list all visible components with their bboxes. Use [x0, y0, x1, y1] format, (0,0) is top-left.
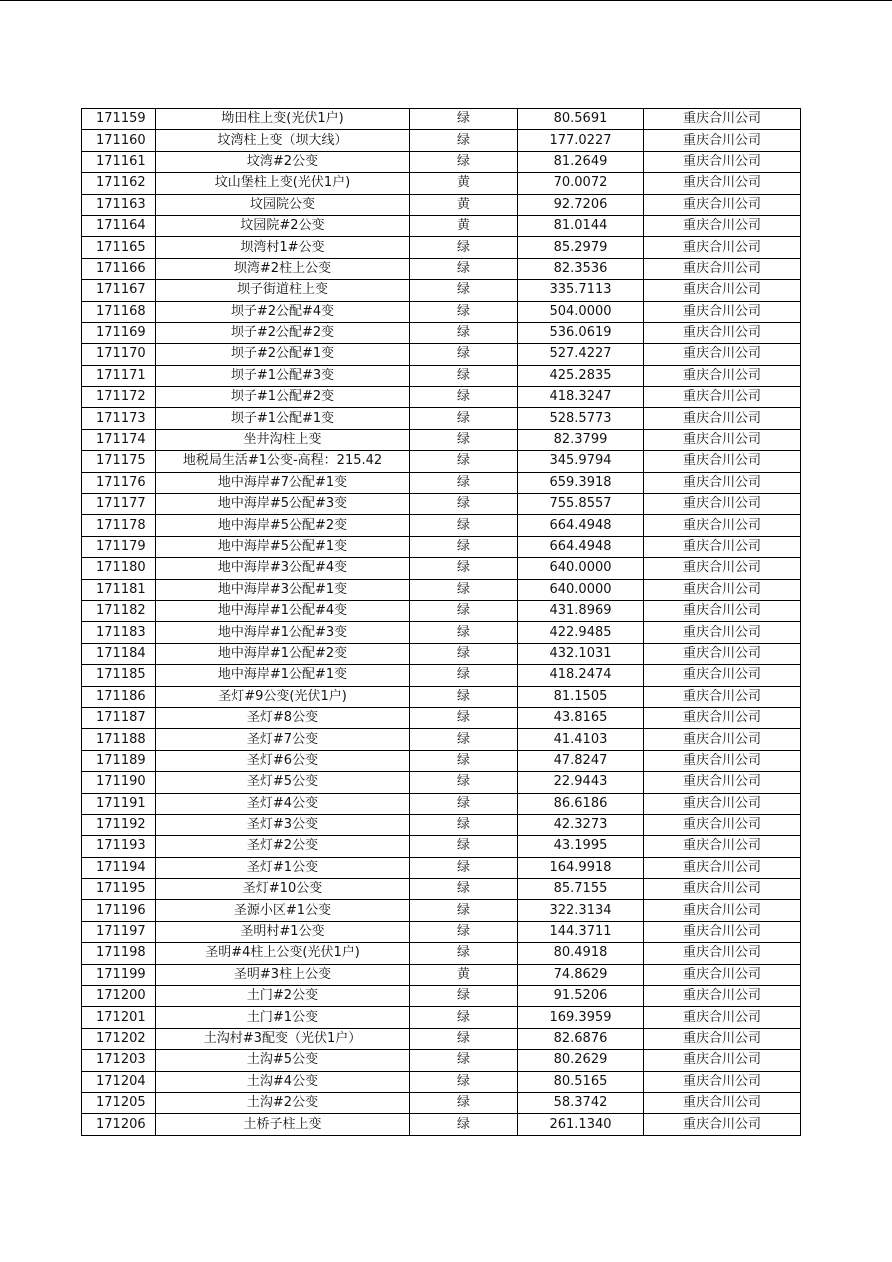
table-row	[82, 451, 801, 472]
company-cell: 重庆合川公司	[644, 900, 801, 921]
name-cell: 坟园院公变	[156, 194, 410, 215]
value-cell: 70.0072	[518, 173, 644, 194]
status-cell: 绿	[410, 130, 518, 151]
value-cell: 664.4948	[518, 515, 644, 536]
table-row	[82, 814, 801, 835]
table-row	[82, 558, 801, 579]
id-cell: 171195	[82, 879, 156, 900]
name-cell: 坟园院#2公变	[156, 215, 410, 236]
value-cell: 58.3742	[518, 1092, 644, 1113]
company-cell: 重庆合川公司	[644, 194, 801, 215]
company-cell: 重庆合川公司	[644, 665, 801, 686]
status-cell: 绿	[410, 451, 518, 472]
status-cell: 绿	[410, 729, 518, 750]
name-cell: 土沟#2公变	[156, 1092, 410, 1113]
table-row	[82, 1050, 801, 1071]
id-cell: 171185	[82, 665, 156, 686]
status-cell: 绿	[410, 365, 518, 386]
table-row	[82, 173, 801, 194]
value-cell: 659.3918	[518, 472, 644, 493]
id-cell: 171196	[82, 900, 156, 921]
table-row	[82, 472, 801, 493]
name-cell: 坝子#1公配#3变	[156, 365, 410, 386]
status-cell: 绿	[410, 344, 518, 365]
value-cell: 335.7113	[518, 280, 644, 301]
name-cell: 圣灯#7公变	[156, 729, 410, 750]
status-cell: 绿	[410, 1071, 518, 1092]
name-cell: 圣明#4柱上公变(光伏1户)	[156, 943, 410, 964]
value-cell: 42.3273	[518, 814, 644, 835]
status-cell: 黄	[410, 964, 518, 985]
id-cell: 171204	[82, 1071, 156, 1092]
status-cell: 绿	[410, 536, 518, 557]
name-cell: 圣灯#1公变	[156, 857, 410, 878]
value-cell: 425.2835	[518, 365, 644, 386]
id-cell: 171171	[82, 365, 156, 386]
status-cell: 黄	[410, 194, 518, 215]
id-cell: 171164	[82, 215, 156, 236]
company-cell: 重庆合川公司	[644, 1007, 801, 1028]
id-cell: 171161	[82, 151, 156, 172]
name-cell: 坝子#1公配#1变	[156, 408, 410, 429]
company-cell: 重庆合川公司	[644, 772, 801, 793]
id-cell: 171186	[82, 686, 156, 707]
transformer-table	[81, 108, 801, 1136]
name-cell: 圣灯#6公变	[156, 750, 410, 771]
company-cell: 重庆合川公司	[644, 344, 801, 365]
name-cell: 土沟#5公变	[156, 1050, 410, 1071]
name-cell: 圣灯#5公变	[156, 772, 410, 793]
id-cell: 171198	[82, 943, 156, 964]
table-row	[82, 879, 801, 900]
table-row	[82, 301, 801, 322]
value-cell: 422.9485	[518, 622, 644, 643]
company-cell: 重庆合川公司	[644, 879, 801, 900]
id-cell: 171190	[82, 772, 156, 793]
company-cell: 重庆合川公司	[644, 707, 801, 728]
status-cell: 绿	[410, 1028, 518, 1049]
status-cell: 绿	[410, 1114, 518, 1135]
table-row	[82, 130, 801, 151]
status-cell: 绿	[410, 750, 518, 771]
name-cell: 坝子街道柱上变	[156, 280, 410, 301]
id-cell: 171165	[82, 237, 156, 258]
value-cell: 85.2979	[518, 237, 644, 258]
id-cell: 171203	[82, 1050, 156, 1071]
company-cell: 重庆合川公司	[644, 109, 801, 130]
status-cell: 绿	[410, 879, 518, 900]
value-cell: 80.5165	[518, 1071, 644, 1092]
status-cell: 绿	[410, 579, 518, 600]
id-cell: 171206	[82, 1114, 156, 1135]
value-cell: 431.8969	[518, 600, 644, 621]
name-cell: 土门#1公变	[156, 1007, 410, 1028]
name-cell: 圣灯#3公变	[156, 814, 410, 835]
table-row	[82, 322, 801, 343]
id-cell: 171181	[82, 579, 156, 600]
id-cell: 171193	[82, 836, 156, 857]
name-cell: 土桥子柱上变	[156, 1114, 410, 1135]
value-cell: 528.5773	[518, 408, 644, 429]
name-cell: 地中海岸#3公配#1变	[156, 579, 410, 600]
table-row	[82, 1114, 801, 1135]
name-cell: 地中海岸#5公配#2变	[156, 515, 410, 536]
status-cell: 绿	[410, 600, 518, 621]
table-row	[82, 836, 801, 857]
id-cell: 171200	[82, 986, 156, 1007]
status-cell: 绿	[410, 387, 518, 408]
company-cell: 重庆合川公司	[644, 814, 801, 835]
company-cell: 重庆合川公司	[644, 793, 801, 814]
status-cell: 黄	[410, 215, 518, 236]
page-top-border	[0, 0, 892, 1]
table-row	[82, 280, 801, 301]
value-cell: 81.2649	[518, 151, 644, 172]
name-cell: 土沟村#3配变（光伏1户）	[156, 1028, 410, 1049]
status-cell: 绿	[410, 258, 518, 279]
company-cell: 重庆合川公司	[644, 1050, 801, 1071]
name-cell: 土门#2公变	[156, 986, 410, 1007]
name-cell: 圣明村#1公变	[156, 921, 410, 942]
company-cell: 重庆合川公司	[644, 515, 801, 536]
id-cell: 171170	[82, 344, 156, 365]
name-cell: 坝子#2公配#4变	[156, 301, 410, 322]
id-cell: 171166	[82, 258, 156, 279]
name-cell: 土沟#4公变	[156, 1071, 410, 1092]
id-cell: 171159	[82, 109, 156, 130]
company-cell: 重庆合川公司	[644, 836, 801, 857]
table-row	[82, 943, 801, 964]
table-row	[82, 857, 801, 878]
value-cell: 322.3134	[518, 900, 644, 921]
status-cell: 绿	[410, 622, 518, 643]
name-cell: 圣明#3柱上公变	[156, 964, 410, 985]
status-cell: 绿	[410, 686, 518, 707]
name-cell: 坐井沟柱上变	[156, 429, 410, 450]
table-row	[82, 258, 801, 279]
status-cell: 绿	[410, 772, 518, 793]
company-cell: 重庆合川公司	[644, 943, 801, 964]
company-cell: 重庆合川公司	[644, 1092, 801, 1113]
value-cell: 345.9794	[518, 451, 644, 472]
table-row	[82, 964, 801, 985]
table-row	[82, 1071, 801, 1092]
name-cell: 地中海岸#3公配#4变	[156, 558, 410, 579]
id-cell: 171202	[82, 1028, 156, 1049]
company-cell: 重庆合川公司	[644, 964, 801, 985]
name-cell: 坝湾#2柱上公变	[156, 258, 410, 279]
id-cell: 171177	[82, 494, 156, 515]
company-cell: 重庆合川公司	[644, 921, 801, 942]
id-cell: 171172	[82, 387, 156, 408]
table-row	[82, 151, 801, 172]
table-row	[82, 793, 801, 814]
value-cell: 418.2474	[518, 665, 644, 686]
value-cell: 81.1505	[518, 686, 644, 707]
value-cell: 755.8557	[518, 494, 644, 515]
name-cell: 圣灯#2公变	[156, 836, 410, 857]
status-cell: 绿	[410, 429, 518, 450]
name-cell: 圣源小区#1公变	[156, 900, 410, 921]
id-cell: 171163	[82, 194, 156, 215]
value-cell: 640.0000	[518, 558, 644, 579]
status-cell: 绿	[410, 665, 518, 686]
value-cell: 92.7206	[518, 194, 644, 215]
table-row	[82, 772, 801, 793]
value-cell: 536.0619	[518, 322, 644, 343]
id-cell: 171192	[82, 814, 156, 835]
status-cell: 绿	[410, 322, 518, 343]
id-cell: 171199	[82, 964, 156, 985]
name-cell: 坟湾#2公变	[156, 151, 410, 172]
table-row	[82, 729, 801, 750]
status-cell: 绿	[410, 921, 518, 942]
value-cell: 80.5691	[518, 109, 644, 130]
company-cell: 重庆合川公司	[644, 280, 801, 301]
value-cell: 432.1031	[518, 643, 644, 664]
table-row	[82, 344, 801, 365]
value-cell: 43.8165	[518, 707, 644, 728]
value-cell: 82.6876	[518, 1028, 644, 1049]
value-cell: 664.4948	[518, 536, 644, 557]
id-cell: 171201	[82, 1007, 156, 1028]
table-row	[82, 109, 801, 130]
id-cell: 171197	[82, 921, 156, 942]
id-cell: 171162	[82, 173, 156, 194]
table-row	[82, 622, 801, 643]
value-cell: 81.0144	[518, 215, 644, 236]
id-cell: 171187	[82, 707, 156, 728]
status-cell: 绿	[410, 237, 518, 258]
id-cell: 171175	[82, 451, 156, 472]
id-cell: 171178	[82, 515, 156, 536]
status-cell: 绿	[410, 301, 518, 322]
name-cell: 地中海岸#1公配#4变	[156, 600, 410, 621]
value-cell: 527.4227	[518, 344, 644, 365]
table-row	[82, 1028, 801, 1049]
value-cell: 504.0000	[518, 301, 644, 322]
status-cell: 绿	[410, 558, 518, 579]
company-cell: 重庆合川公司	[644, 237, 801, 258]
status-cell: 绿	[410, 814, 518, 835]
status-cell: 绿	[410, 280, 518, 301]
company-cell: 重庆合川公司	[644, 173, 801, 194]
status-cell: 绿	[410, 643, 518, 664]
company-cell: 重庆合川公司	[644, 729, 801, 750]
company-cell: 重庆合川公司	[644, 429, 801, 450]
id-cell: 171194	[82, 857, 156, 878]
value-cell: 43.1995	[518, 836, 644, 857]
table-row	[82, 1092, 801, 1113]
name-cell: 坝子#2公配#1变	[156, 344, 410, 365]
status-cell: 绿	[410, 515, 518, 536]
company-cell: 重庆合川公司	[644, 215, 801, 236]
id-cell: 171189	[82, 750, 156, 771]
value-cell: 86.6186	[518, 793, 644, 814]
company-cell: 重庆合川公司	[644, 1071, 801, 1092]
value-cell: 418.3247	[518, 387, 644, 408]
value-cell: 22.9443	[518, 772, 644, 793]
value-cell: 640.0000	[518, 579, 644, 600]
status-cell: 绿	[410, 900, 518, 921]
table-row	[82, 986, 801, 1007]
value-cell: 80.2629	[518, 1050, 644, 1071]
status-cell: 绿	[410, 408, 518, 429]
value-cell: 85.7155	[518, 879, 644, 900]
name-cell: 坟山堡柱上变(光伏1户)	[156, 173, 410, 194]
table-row	[82, 365, 801, 386]
id-cell: 171174	[82, 429, 156, 450]
id-cell: 171182	[82, 600, 156, 621]
name-cell: 坟湾柱上变（坝大线）	[156, 130, 410, 151]
value-cell: 91.5206	[518, 986, 644, 1007]
status-cell: 绿	[410, 1092, 518, 1113]
status-cell: 绿	[410, 109, 518, 130]
table-row	[82, 900, 801, 921]
company-cell: 重庆合川公司	[644, 365, 801, 386]
id-cell: 171183	[82, 622, 156, 643]
id-cell: 171176	[82, 472, 156, 493]
table-row	[82, 643, 801, 664]
id-cell: 171167	[82, 280, 156, 301]
name-cell: 地税局生活#1公变-高程：215.42	[156, 451, 410, 472]
company-cell: 重庆合川公司	[644, 387, 801, 408]
value-cell: 261.1340	[518, 1114, 644, 1135]
status-cell: 绿	[410, 1050, 518, 1071]
company-cell: 重庆合川公司	[644, 643, 801, 664]
company-cell: 重庆合川公司	[644, 258, 801, 279]
status-cell: 绿	[410, 1007, 518, 1028]
table-row	[82, 515, 801, 536]
table-row	[82, 1007, 801, 1028]
value-cell: 177.0227	[518, 130, 644, 151]
id-cell: 171191	[82, 793, 156, 814]
company-cell: 重庆合川公司	[644, 301, 801, 322]
company-cell: 重庆合川公司	[644, 600, 801, 621]
value-cell: 164.9918	[518, 857, 644, 878]
status-cell: 绿	[410, 793, 518, 814]
company-cell: 重庆合川公司	[644, 536, 801, 557]
id-cell: 171205	[82, 1092, 156, 1113]
status-cell: 黄	[410, 173, 518, 194]
company-cell: 重庆合川公司	[644, 130, 801, 151]
name-cell: 圣灯#10公变	[156, 879, 410, 900]
company-cell: 重庆合川公司	[644, 1028, 801, 1049]
company-cell: 重庆合川公司	[644, 622, 801, 643]
company-cell: 重庆合川公司	[644, 451, 801, 472]
name-cell: 地中海岸#5公配#3变	[156, 494, 410, 515]
table-row	[82, 600, 801, 621]
value-cell: 41.4103	[518, 729, 644, 750]
id-cell: 171169	[82, 322, 156, 343]
status-cell: 绿	[410, 494, 518, 515]
company-cell: 重庆合川公司	[644, 857, 801, 878]
company-cell: 重庆合川公司	[644, 750, 801, 771]
table-row	[82, 408, 801, 429]
status-cell: 绿	[410, 836, 518, 857]
id-cell: 171180	[82, 558, 156, 579]
table-row	[82, 536, 801, 557]
table-row	[82, 707, 801, 728]
id-cell: 171173	[82, 408, 156, 429]
name-cell: 坝子#1公配#2变	[156, 387, 410, 408]
company-cell: 重庆合川公司	[644, 494, 801, 515]
name-cell: 圣灯#8公变	[156, 707, 410, 728]
id-cell: 171168	[82, 301, 156, 322]
value-cell: 82.3799	[518, 429, 644, 450]
table-row	[82, 686, 801, 707]
name-cell: 坝湾村1#公变	[156, 237, 410, 258]
value-cell: 47.8247	[518, 750, 644, 771]
company-cell: 重庆合川公司	[644, 579, 801, 600]
name-cell: 地中海岸#1公配#1变	[156, 665, 410, 686]
name-cell: 坝子#2公配#2变	[156, 322, 410, 343]
table-row	[82, 237, 801, 258]
table-row	[82, 494, 801, 515]
value-cell: 74.8629	[518, 964, 644, 985]
company-cell: 重庆合川公司	[644, 322, 801, 343]
id-cell: 171184	[82, 643, 156, 664]
name-cell: 坳田柱上变(光伏1户)	[156, 109, 410, 130]
name-cell: 地中海岸#1公配#2变	[156, 643, 410, 664]
name-cell: 地中海岸#1公配#3变	[156, 622, 410, 643]
value-cell: 144.3711	[518, 921, 644, 942]
company-cell: 重庆合川公司	[644, 1114, 801, 1135]
name-cell: 圣灯#4公变	[156, 793, 410, 814]
company-cell: 重庆合川公司	[644, 472, 801, 493]
status-cell: 绿	[410, 943, 518, 964]
company-cell: 重庆合川公司	[644, 151, 801, 172]
status-cell: 绿	[410, 151, 518, 172]
id-cell: 171179	[82, 536, 156, 557]
table-row	[82, 579, 801, 600]
id-cell: 171160	[82, 130, 156, 151]
name-cell: 地中海岸#5公配#1变	[156, 536, 410, 557]
status-cell: 绿	[410, 472, 518, 493]
table-body	[82, 109, 801, 1136]
table-row	[82, 921, 801, 942]
table-row	[82, 665, 801, 686]
company-cell: 重庆合川公司	[644, 986, 801, 1007]
table-row	[82, 429, 801, 450]
table-row	[82, 194, 801, 215]
id-cell: 171188	[82, 729, 156, 750]
table-row	[82, 750, 801, 771]
status-cell: 绿	[410, 857, 518, 878]
table-row	[82, 387, 801, 408]
value-cell: 82.3536	[518, 258, 644, 279]
status-cell: 绿	[410, 986, 518, 1007]
status-cell: 绿	[410, 707, 518, 728]
name-cell: 圣灯#9公变(光伏1户)	[156, 686, 410, 707]
value-cell: 169.3959	[518, 1007, 644, 1028]
value-cell: 80.4918	[518, 943, 644, 964]
table-row	[82, 215, 801, 236]
company-cell: 重庆合川公司	[644, 686, 801, 707]
company-cell: 重庆合川公司	[644, 408, 801, 429]
company-cell: 重庆合川公司	[644, 558, 801, 579]
name-cell: 地中海岸#7公配#1变	[156, 472, 410, 493]
